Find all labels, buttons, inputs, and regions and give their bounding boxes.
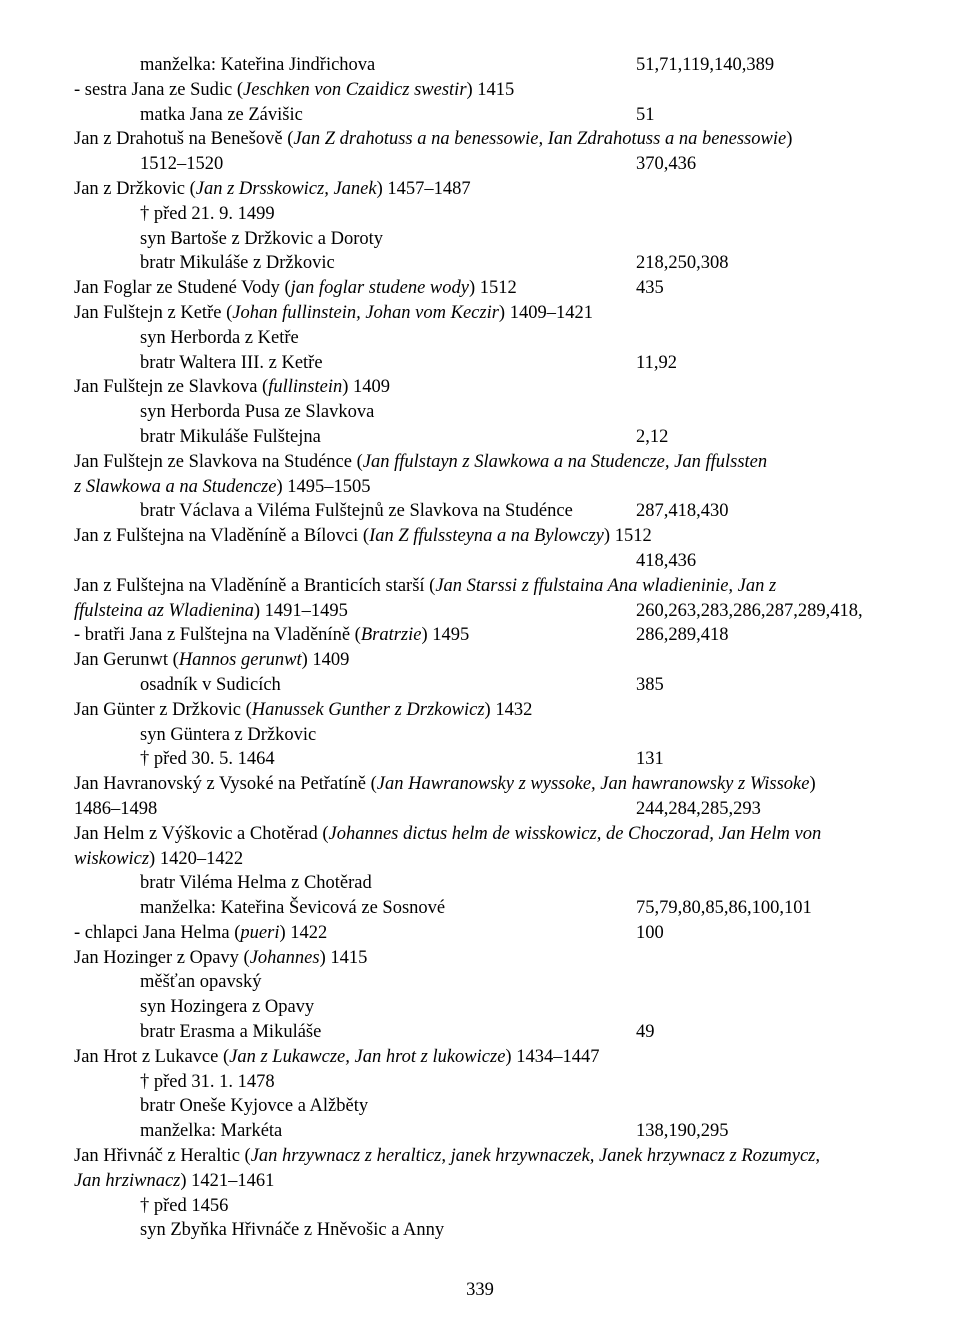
- original-form-text: Jan z Lukawcze, Jan hrot z lukowicze: [229, 1046, 506, 1067]
- entry-text: [74, 824, 821, 844]
- original-form-text: Jan Hawranowsky z wyssoke, Jan hawranowsky z Wissoke: [376, 774, 810, 795]
- page-references: 131: [636, 749, 664, 770]
- entry-segment: ) 1495–1505: [276, 476, 371, 497]
- entry-segment: 1512–1520: [140, 154, 224, 175]
- entry-segment: manželka: Kateřina Jindřichova: [140, 55, 376, 75]
- entry-segment: Jan Gerunwt (: [74, 650, 179, 671]
- original-form-text: Jan hrzywnacz z heralticz, janek hrzywnaczek, Janek hrzywnacz z Rozumycz,: [250, 1146, 820, 1167]
- index-line: [74, 152, 894, 177]
- entry-segment: - bratři Jana z Fulštejna na Vladěníně (: [74, 625, 361, 646]
- entry-segment: Jan z Fulštejna na Vladěníně a Branticích starší (: [74, 575, 436, 596]
- entry-segment: Jan Havranovský z Vysoké na Petřatíně (: [74, 774, 377, 795]
- entry-text: [74, 675, 281, 695]
- original-form-text: Hanussek Gunther z Drzkowicz: [251, 699, 485, 720]
- entry-text: [74, 253, 335, 273]
- entry-text: [74, 427, 321, 447]
- index-line: [74, 1194, 894, 1219]
- index-line: [74, 1119, 894, 1144]
- entry-text: [74, 873, 372, 893]
- entry-segment: bratr Oneše Kyjovce a Alžběty: [140, 1096, 369, 1117]
- original-form-text: z Slawkowa a na Studencze: [74, 476, 277, 497]
- original-form-text: pueri: [240, 922, 280, 943]
- index-line: [74, 475, 894, 500]
- page-references: 260,263,283,286,287,289,418,: [636, 600, 863, 621]
- index-line: [74, 227, 894, 252]
- index-line: [74, 772, 894, 797]
- index-line: [74, 698, 894, 723]
- entry-segment: † před 30. 5. 1464: [140, 749, 275, 770]
- entry-text: [74, 799, 157, 819]
- entry-text: [74, 526, 652, 546]
- entry-segment: osadník v Sudicích: [140, 674, 281, 695]
- entry-text: [74, 501, 573, 521]
- entry-text: [74, 1022, 321, 1042]
- entry-segment: Jan z Drahotuš na Benešově (: [74, 129, 294, 150]
- entry-text: [74, 948, 367, 968]
- entry-text: [74, 625, 469, 645]
- index-line: [74, 847, 894, 872]
- original-form-text: Johannes dictus helm de wisskowicz, de Choczorad, Jan Helm von: [328, 823, 822, 844]
- index-line: [74, 723, 894, 748]
- original-form-text: Johan fullinstein, Johan vom Keczir: [232, 302, 499, 323]
- index-line: [74, 301, 894, 326]
- entry-segment: ) 1421–1461: [180, 1170, 275, 1191]
- entry-text: [74, 749, 275, 769]
- entry-segment: manželka: Kateřina Ševicová ze Sosnové: [140, 898, 446, 919]
- entry-segment: ) 1409–1421: [498, 302, 593, 323]
- index-line: [74, 970, 894, 995]
- index-line: [74, 822, 894, 847]
- entry-segment: syn Herborda z Ketře: [140, 327, 299, 348]
- page-references: 218,250,308: [636, 253, 729, 274]
- entry-text: [74, 774, 816, 794]
- original-form-text: Jan Starssi z ffulstaina Ana wladieninie, Jan z: [435, 575, 777, 596]
- index-line: [74, 78, 894, 103]
- entry-segment: Jan Hozinger z Opavy (: [74, 947, 250, 968]
- page-references: 49: [636, 1022, 655, 1043]
- entry-segment: 1486–1498: [74, 798, 158, 819]
- page-references: 51: [636, 104, 655, 125]
- index-line: [74, 450, 894, 475]
- index-page: [74, 53, 894, 1243]
- page-references: 418,436: [636, 550, 697, 571]
- entry-segment: Jan z Fulštejna na Vladěníně a Bílovci (: [74, 526, 370, 547]
- index-line: [74, 797, 894, 822]
- entry-segment: Jan Fulštejn z Ketře (: [74, 302, 233, 323]
- entry-text: [74, 1072, 275, 1092]
- entry-segment: ) 1415: [319, 947, 368, 968]
- index-line: [74, 1094, 894, 1119]
- page-references: 370,436: [636, 154, 697, 175]
- entry-text: [74, 1220, 444, 1240]
- entry-text: [74, 972, 261, 992]
- index-line: [74, 425, 894, 450]
- index-line: [74, 574, 894, 599]
- entry-segment: Jan Günter z Držkovic (: [74, 699, 252, 720]
- entry-segment: † před 21. 9. 1499: [140, 203, 275, 224]
- entry-segment: ) 1512: [468, 278, 517, 299]
- index-line: [74, 747, 894, 772]
- entry-text: [74, 1047, 599, 1067]
- entry-text: [74, 576, 776, 596]
- index-line: [74, 599, 894, 624]
- index-line: [74, 896, 894, 921]
- entry-segment: † před 31. 1. 1478: [140, 1071, 275, 1092]
- entry-segment: ) 1457–1487: [376, 178, 471, 199]
- entry-segment: ) 1495: [421, 625, 470, 646]
- index-line: [74, 995, 894, 1020]
- page-references: 2,12: [636, 426, 669, 447]
- entry-text: [74, 452, 767, 472]
- index-line: [74, 375, 894, 400]
- entry-segment: ) 1420–1422: [149, 848, 244, 869]
- entry-text: [74, 1096, 368, 1116]
- entry-text: [74, 601, 348, 621]
- page-references: 138,190,295: [636, 1121, 729, 1142]
- entry-segment: bratr Mikuláše Fulštejna: [140, 426, 321, 447]
- entry-text: [74, 898, 445, 918]
- index-line: [74, 499, 894, 524]
- index-line: [74, 648, 894, 673]
- index-line: [74, 946, 894, 971]
- entry-segment: † před 1456: [140, 1195, 229, 1216]
- index-line: [74, 623, 894, 648]
- index-line: [74, 1144, 894, 1169]
- entry-segment: ) 1409: [342, 377, 391, 398]
- original-form-text: fullinstein: [268, 377, 343, 398]
- entry-segment: ) 1415: [466, 79, 515, 100]
- entry-text: [74, 650, 349, 670]
- page-references: 100: [636, 922, 664, 943]
- entry-text: [74, 725, 316, 745]
- entry-text: [74, 105, 303, 125]
- entry-text: [74, 55, 375, 75]
- index-line: [74, 1045, 894, 1070]
- entry-text: [74, 278, 517, 298]
- original-form-text: Jan z Drsskowicz, Janek: [195, 178, 377, 199]
- entry-text: [74, 997, 314, 1017]
- index-line: [74, 276, 894, 301]
- entry-text: [74, 154, 223, 174]
- entry-segment: matka Jana ze Závišic: [140, 104, 303, 125]
- entry-segment: bratr Erasma a Mikuláše: [140, 1022, 322, 1043]
- original-form-text: Jan Z drahotuss a na benessowie, Ian Zdrahotuss a na benessowie: [293, 129, 787, 150]
- index-line: [74, 53, 894, 78]
- entry-segment: ): [809, 774, 816, 795]
- entry-segment: Jan Hrot z Lukavce (: [74, 1046, 230, 1067]
- entry-segment: ) 1422: [279, 922, 328, 943]
- entry-segment: ): [786, 129, 793, 150]
- index-line: [74, 103, 894, 128]
- entry-segment: ) 1432: [484, 699, 533, 720]
- entry-text: [74, 353, 323, 373]
- index-line: [74, 400, 894, 425]
- entry-text: [74, 477, 371, 497]
- entry-text: [74, 377, 390, 397]
- page-references: 51,71,119,140,389: [636, 55, 775, 75]
- index-entries: [74, 53, 894, 1243]
- entry-segment: - sestra Jana ze Sudic (: [74, 79, 244, 100]
- index-line: [74, 871, 894, 896]
- index-line: [74, 177, 894, 202]
- entry-text: [74, 923, 327, 943]
- entry-segment: - chlapci Jana Helma (: [74, 922, 241, 943]
- entry-segment: Jan Fulštejn ze Slavkova (: [74, 377, 269, 398]
- original-form-text: Jan hrziwnacz: [74, 1170, 181, 1191]
- entry-segment: manželka: Markéta: [140, 1121, 283, 1142]
- entry-segment: měšťan opavský: [140, 972, 262, 993]
- entry-text: [74, 229, 383, 249]
- entry-segment: bratr Waltera III. z Ketře: [140, 352, 323, 373]
- entry-segment: syn Bartoše z Držkovic a Doroty: [140, 228, 384, 249]
- original-form-text: wiskowicz: [74, 848, 150, 869]
- entry-segment: syn Güntera z Držkovic: [140, 724, 317, 745]
- entry-segment: Jan Foglar ze Studené Vody (: [74, 278, 291, 299]
- entry-text: [74, 179, 471, 199]
- index-line: [74, 549, 894, 574]
- entry-text: [74, 700, 532, 720]
- index-line: [74, 1169, 894, 1194]
- original-form-text: Bratrzie: [360, 625, 422, 646]
- page-references: 287,418,430: [636, 501, 729, 522]
- index-line: [74, 127, 894, 152]
- entry-text: [74, 129, 792, 149]
- index-line: [74, 202, 894, 227]
- original-form-text: Jan ffulstayn z Slawkowa a na Studencze, Jan ffulssten: [362, 451, 768, 472]
- original-form-text: Ian Z ffulssteyna a na Bylowczy: [369, 526, 604, 547]
- index-line: [74, 1020, 894, 1045]
- entry-text: [74, 849, 243, 869]
- entry-segment: Jan Fulštejn ze Slavkova na Studénce (: [74, 451, 363, 472]
- original-form-text: Jeschken von Czaidicz swestir: [243, 79, 467, 100]
- entry-segment: Jan z Držkovic (: [74, 178, 196, 199]
- page-references: 385: [636, 674, 664, 695]
- index-line: [74, 1070, 894, 1095]
- index-line: [74, 351, 894, 376]
- entry-segment: bratr Václava a Viléma Fulštejnů ze Slavkova na Studénce: [140, 501, 573, 522]
- original-form-text: ffulsteina az Wladienina: [74, 600, 254, 621]
- index-line: [74, 1218, 894, 1243]
- entry-segment: syn Herborda Pusa ze Slavkova: [140, 402, 375, 423]
- entry-segment: bratr Mikuláše z Držkovic: [140, 253, 335, 274]
- page-number: 339: [466, 1280, 494, 1300]
- entry-segment: syn Zbyňka Hřivnáče z Hněvošic a Anny: [140, 1220, 445, 1241]
- page-references: 244,284,285,293: [636, 798, 761, 819]
- entry-text: [74, 80, 514, 100]
- entry-segment: ) 1491–1495: [253, 600, 348, 621]
- entry-segment: ) 1512: [603, 526, 652, 547]
- index-line: [74, 673, 894, 698]
- entry-text: [74, 1196, 228, 1216]
- original-form-text: Hannos gerunwt: [178, 650, 302, 671]
- entry-text: [74, 328, 299, 348]
- page-references: 435: [636, 278, 664, 299]
- entry-segment: Jan Hřivnáč z Heraltic (: [74, 1146, 251, 1167]
- entry-segment: syn Hozingera z Opavy: [140, 997, 315, 1018]
- entry-text: [74, 1121, 282, 1141]
- index-line: [74, 524, 894, 549]
- page-references: 11,92: [636, 352, 677, 373]
- original-form-text: Johannes: [249, 947, 320, 968]
- entry-text: [74, 303, 593, 323]
- entry-text: [74, 1146, 820, 1166]
- entry-text: [74, 402, 374, 422]
- entry-segment: Jan Helm z Výškovic a Chotěrad (: [74, 823, 329, 844]
- page-references: 286,289,418: [636, 625, 729, 646]
- index-line: [74, 921, 894, 946]
- original-form-text: jan foglar studene wody: [290, 278, 469, 299]
- entry-segment: ) 1434–1447: [505, 1046, 600, 1067]
- page-references: 75,79,80,85,86,100,101: [636, 898, 812, 919]
- entry-text: [74, 204, 275, 224]
- entry-segment: ) 1409: [301, 650, 350, 671]
- index-line: [74, 326, 894, 351]
- entry-segment: bratr Viléma Helma z Chotěrad: [140, 873, 372, 894]
- index-line: [74, 251, 894, 276]
- entry-text: [74, 1171, 274, 1191]
